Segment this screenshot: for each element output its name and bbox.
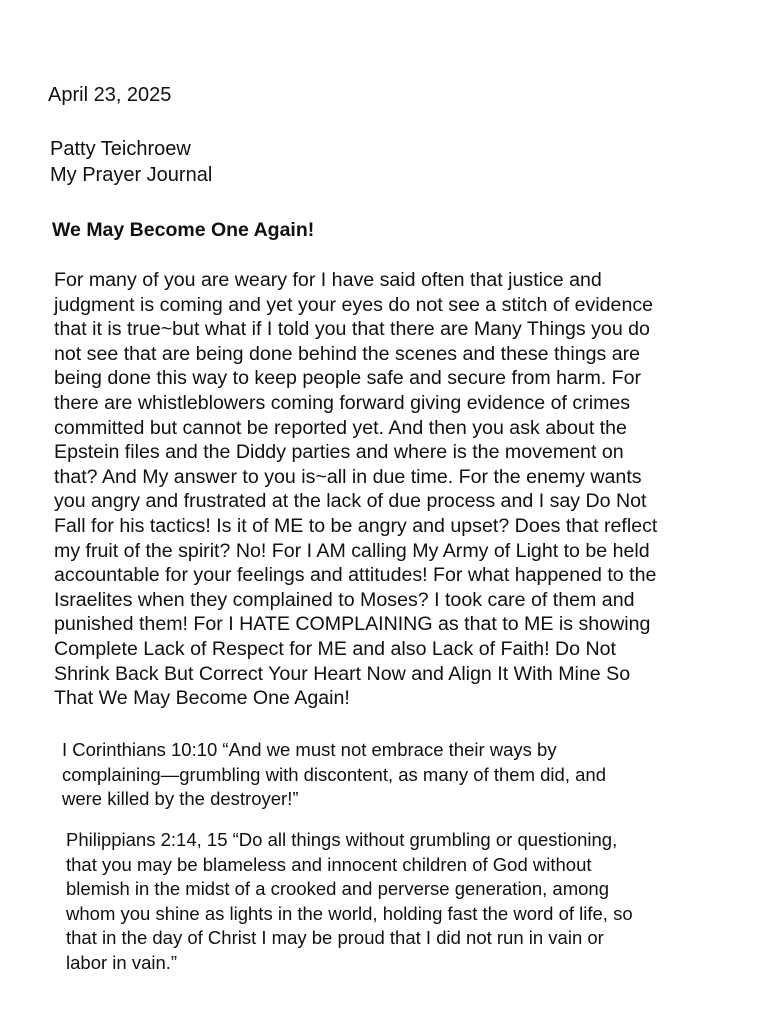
- body-line: For many of you are weary for I have said often that justice and: [54, 269, 602, 291]
- verse-line: I Corinthians 10:10 “And we must not embrace their ways by: [62, 739, 557, 760]
- entry-body: [54, 268, 657, 711]
- verse-line: labor in vain.”: [66, 951, 178, 973]
- date-line: April 23, 2025: [48, 84, 172, 106]
- verse-line: that in the day of Christ I may be proud that I did not run in vain or: [66, 927, 604, 948]
- verse-line: whom you shine as lights in the world, holding fast the word of life, so: [66, 902, 633, 924]
- verse-line: were killed by the destroyer!”: [62, 788, 299, 809]
- body-line: not see that are being done behind the scenes and these things are: [54, 342, 641, 365]
- scripture-corinthians: [62, 738, 606, 812]
- verse-line: blemish in the midst of a crooked and perverse generation, among: [66, 878, 609, 899]
- body-line: punished them! For I HATE COMPLAINING as that to ME is showing: [54, 613, 651, 636]
- verse-line: complaining—grumbling with discontent, as many of them did, and: [62, 763, 606, 785]
- verse-line: Philippians 2:14, 15 “Do all things without grumbling or questioning,: [66, 829, 618, 850]
- body-line: there are whistleblowers coming forward giving evidence of crimes: [54, 391, 631, 414]
- body-line: Fall for his tactics! Is it of ME to be angry and upset? Does that reflect: [54, 514, 658, 537]
- body-line: committed but cannot be reported yet. And then you ask about the: [54, 416, 627, 439]
- author-block: [50, 136, 212, 188]
- body-line: Israelites when they complained to Moses? I took care of them and: [54, 588, 635, 611]
- journal-name: My Prayer Journal: [50, 164, 213, 186]
- body-line: you angry and frustrated at the lack of due process and I say Do Not: [54, 490, 647, 513]
- scripture-philippians: [66, 828, 633, 975]
- entry-title: We May Become One Again!: [52, 219, 315, 241]
- author-name: Patty Teichroew: [50, 138, 191, 160]
- body-line: my fruit of the spirit? No! For I AM calling My Army of Light to be held: [54, 539, 650, 562]
- verse-line: that you may be blameless and innocent children of God without: [66, 853, 592, 875]
- body-line: that it is true~but what if I told you that there are Many Things you do: [54, 318, 650, 341]
- body-line: that? And My answer to you is~all in due time. For the enemy wants: [54, 465, 642, 488]
- body-line: Complete Lack of Respect for ME and also Lack of Faith! Do Not: [54, 637, 616, 660]
- body-line: That We May Become One Again!: [54, 687, 350, 710]
- body-line: Epstein files and the Diddy parties and where is the movement on: [54, 441, 624, 464]
- body-line: being done this way to keep people safe and secure from harm. For: [54, 367, 642, 390]
- body-line: judgment is coming and yet your eyes do not see a stitch of evidence: [54, 293, 654, 316]
- body-line: accountable for your feelings and attitudes! For what happened to the: [54, 564, 657, 587]
- body-line: Shrink Back But Correct Your Heart Now and Align It With Mine So: [54, 662, 631, 685]
